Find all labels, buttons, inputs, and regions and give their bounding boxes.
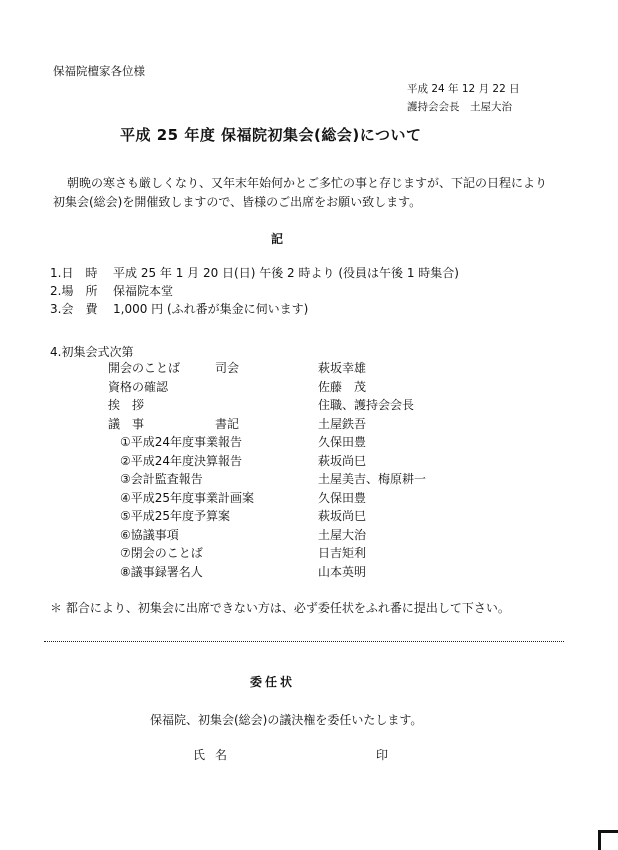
program-person: 住職、護持会会長: [318, 398, 415, 412]
program-row: [0, 452, 618, 471]
document-date: 平成 24 年 12 月 22 日: [407, 83, 520, 95]
program-person: 土屋大治: [318, 527, 367, 542]
program-item: ②平成24年度決算報告: [120, 453, 243, 468]
info-label: 2.場 所: [50, 284, 98, 298]
proxy-form-text: 保福院、初集会(総会)の議決権を委任いたします。: [150, 713, 423, 727]
program-row: [0, 507, 618, 526]
program-row: [0, 378, 618, 397]
program-row: [0, 433, 618, 452]
program-row: [0, 544, 618, 563]
sender: 護持会会長 土屋大治: [407, 101, 512, 113]
program-list: [0, 359, 618, 581]
info-label: 3.会 費: [50, 302, 98, 316]
program-row: [0, 489, 618, 508]
program-item: 開会のことば: [108, 361, 181, 375]
program-person: 久保田豊: [318, 435, 367, 449]
program-row: [0, 415, 618, 434]
program-item: 挨 拶: [108, 398, 145, 412]
program-row: [0, 359, 618, 378]
program-item: ⑥協議事項: [120, 527, 179, 542]
program-row: [0, 396, 618, 415]
program-role: 書記: [215, 416, 240, 431]
program-heading: 4.初集会式次第: [50, 345, 134, 359]
program-person: 久保田豊: [318, 490, 367, 505]
page-title: 平成 25 年度 保福院初集会(総会)について: [120, 126, 422, 144]
program-row: [0, 526, 618, 545]
scan-corner-mark: [598, 830, 618, 850]
program-person: 萩坂幸雄: [318, 361, 367, 375]
program-item: 議 事: [108, 416, 145, 431]
program-row: [0, 563, 618, 582]
program-person: 萩坂尚巳: [318, 509, 367, 523]
program-person: 佐藤 茂: [318, 379, 367, 394]
program-item: ⑧議事録署名人: [120, 564, 203, 579]
info-value: 1,000 円 (ふれ番が集金に伺います): [113, 302, 309, 316]
addressee: 保福院檀家各位様: [53, 64, 145, 78]
info-value: 保福院本堂: [113, 284, 174, 298]
name-field-label: 氏名: [193, 748, 238, 762]
program-item: ⑦閉会のことば: [120, 546, 203, 560]
info-label: 1.日 時: [50, 266, 98, 280]
program-person: 萩坂尚巳: [318, 453, 367, 468]
program-item: ①平成24年度事業報告: [120, 435, 243, 449]
info-value: 平成 25 年 1 月 20 日(日) 午後 2 時より (役員は午後 1 時集合): [113, 266, 459, 280]
program-item: ④平成25年度事業計画案: [120, 490, 255, 505]
intro-line-2: 初集会(総会)を開催致しますので、皆様のご出席をお願い致します。: [53, 195, 422, 209]
program-row: [0, 470, 618, 489]
cut-line-divider: [44, 641, 564, 642]
program-person: 土屋美吉、梅原耕一: [318, 472, 427, 486]
program-item: ③会計監査報告: [120, 472, 203, 486]
program-person: 山本英明: [318, 564, 367, 579]
program-item: ⑤平成25年度予算案: [120, 509, 231, 523]
intro-line-1: 朝晩の寒さも厳しくなり、又年末年始何かとご多忙の事と存じますが、下記の日程により: [67, 176, 548, 190]
ki-heading: 記: [271, 232, 284, 246]
seal-mark: 印: [376, 748, 389, 762]
program-item: 資格の確認: [108, 379, 169, 394]
program-person: 日吉矩利: [318, 546, 367, 560]
proxy-form-title: 委任状: [250, 675, 296, 689]
attendance-note: ＊ 都合により、初集会に出席できない方は、必ず委任状をふれ番に提出して下さい。: [50, 601, 510, 615]
program-person: 土屋鉄吾: [318, 416, 367, 431]
program-role: 司会: [215, 361, 240, 375]
